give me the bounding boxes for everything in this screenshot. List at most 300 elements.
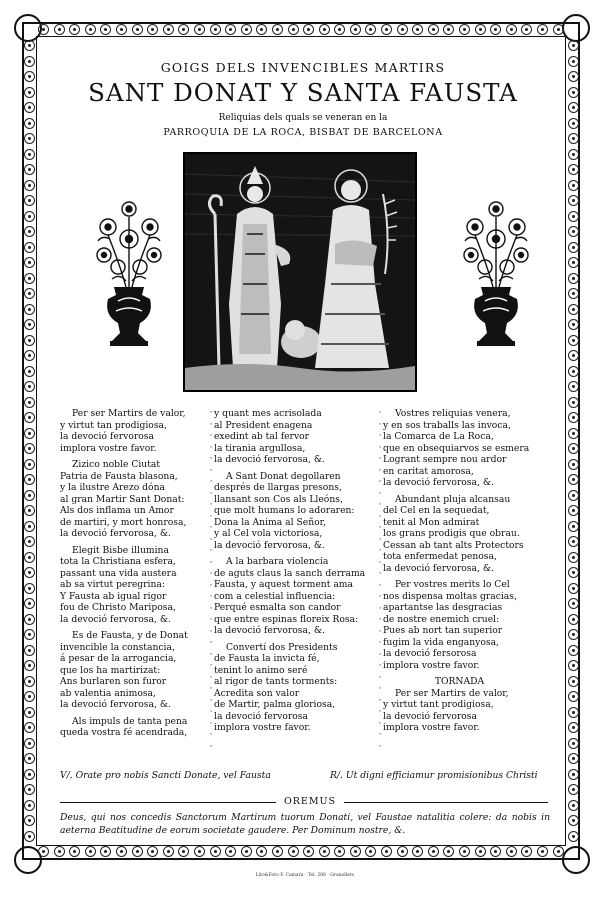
verse-line: invencible la constancia, <box>60 641 175 653</box>
verse-line: nos dispensa moltas gracias, <box>383 590 517 602</box>
rosette-icon <box>69 846 80 857</box>
rosette-icon <box>178 846 189 857</box>
rosette-icon <box>568 335 579 346</box>
rosette-icon <box>568 722 579 733</box>
rosette-icon <box>24 412 35 423</box>
separator-dot: · <box>209 741 213 752</box>
separator-dot: · <box>378 741 382 752</box>
oremus-prayer: Deus, qui nos concedis Sanctorum Martirum tuorum Donati, vel Faustae natalitia colere: da nobis in aeterna Beatitudine de eorum societate gaudere. Per Dominum nostre, &. <box>60 812 550 836</box>
verse-line: la Comarca de La Roca, <box>383 431 494 442</box>
rosette-icon <box>100 24 111 35</box>
separator-dot: · <box>209 695 213 706</box>
verse-line: la devoció fervorosa, &. <box>60 613 171 625</box>
rosette-icon <box>24 381 35 392</box>
rosette-icon <box>24 428 35 439</box>
rosette-icon <box>24 552 35 563</box>
verse-line: Dona la Anima al Señor, <box>214 516 326 528</box>
rosette-icon <box>397 24 408 35</box>
rosette-icon <box>568 707 579 718</box>
rosette-icon <box>24 536 35 547</box>
verse-line: queda vostra fé acendrada, <box>60 727 188 738</box>
verse-line: passant una vida austera <box>60 567 177 579</box>
rosette-icon <box>24 815 35 826</box>
rosette-icon <box>459 24 470 35</box>
rosette-icon <box>24 118 35 129</box>
rosette-icon <box>537 24 548 35</box>
rosette-icon <box>568 350 579 361</box>
rosette-border-top <box>38 24 564 38</box>
rosette-icon <box>116 846 127 857</box>
verse-line: apartantse las desgracias <box>383 602 503 613</box>
verse-line: implora vostre favor. <box>214 722 311 733</box>
separator-dot: · <box>378 672 382 683</box>
rosette-icon <box>24 769 35 780</box>
verse-line: tota la Christiana esfera, <box>60 556 176 567</box>
rosette-icon <box>85 24 96 35</box>
rosette-icon <box>24 40 35 51</box>
separator-dot: · <box>378 615 382 625</box>
rosette-icon <box>54 24 65 35</box>
rosette-icon <box>568 583 579 594</box>
separator-dot: · <box>378 534 382 545</box>
response: R/. Ut digni efficiamur promisionibus Christi <box>330 770 538 781</box>
separator-dot: · <box>378 649 382 660</box>
verse-line: Als impuls de tanta pena <box>72 715 188 727</box>
flower-vase-left-icon <box>92 195 166 355</box>
verse-column-2 <box>214 408 379 734</box>
rosette-icon <box>24 459 35 470</box>
rosette-icon <box>568 459 579 470</box>
rosette-border-right <box>568 40 582 842</box>
separator-dot: · <box>378 454 382 464</box>
separator-dot: · <box>209 477 213 487</box>
verse-line: implora vostre favor. <box>383 722 480 733</box>
rosette-icon <box>132 846 143 857</box>
rosette-icon <box>24 335 35 346</box>
rosette-icon <box>24 722 35 733</box>
rosette-icon <box>568 242 579 253</box>
rosette-icon <box>568 536 579 547</box>
rosette-icon <box>24 211 35 222</box>
rosette-icon <box>521 24 532 35</box>
rosette-icon <box>69 24 80 35</box>
rosette-icon <box>568 629 579 640</box>
rosette-icon <box>24 195 35 206</box>
oremus-rule-left <box>60 802 276 803</box>
rosette-icon <box>256 846 267 857</box>
verse-line: Vostres reliquias venera, <box>395 408 511 419</box>
rosette-icon <box>24 800 35 811</box>
rosette-icon <box>568 815 579 826</box>
page-title: SANT DONAT Y SANTA FAUSTA <box>88 78 518 107</box>
separator-dot: · <box>378 661 382 671</box>
rosette-icon <box>521 846 532 857</box>
rosette-icon <box>568 521 579 532</box>
verse-line: Convertí dos Presidents <box>226 641 338 653</box>
verse-line: exedint ab tal fervor <box>214 431 310 442</box>
rosette-icon <box>24 474 35 485</box>
separator-dot: · <box>209 580 213 591</box>
rosette-icon <box>147 24 158 35</box>
verse-line: la devoció fervorosa, &. <box>60 528 171 539</box>
rosette-icon <box>24 691 35 702</box>
verse-line: la devoció fervorosa, &. <box>214 539 325 551</box>
verse-line: y virtut tan prodigiosa, <box>60 419 167 431</box>
rosette-icon <box>303 24 314 35</box>
rosette-icon <box>163 846 174 857</box>
verse-line: que molt humans lo adoraren: <box>214 505 355 516</box>
verse-line: la devoció fervorosa, &. <box>214 454 325 465</box>
rosette-icon <box>568 738 579 749</box>
separator-dot: · <box>209 454 213 464</box>
rosette-icon <box>24 366 35 377</box>
rosette-icon <box>24 87 35 98</box>
verse-line: tota enfermedat penosa, <box>383 551 497 562</box>
separator-dot: · <box>209 684 213 694</box>
separator-dot: · <box>209 546 213 556</box>
rosette-icon <box>24 505 35 516</box>
verse-line: de Fausta la invicta fé, <box>214 653 320 664</box>
rosette-icon <box>241 24 252 35</box>
rosette-icon <box>568 102 579 113</box>
verse-line: Per ser Martirs de valor, <box>395 687 509 699</box>
rosette-icon <box>24 102 35 113</box>
rosette-icon <box>568 319 579 330</box>
rosette-icon <box>24 676 35 687</box>
verse-line: com a celestial influencia: <box>214 590 336 602</box>
rosette-icon <box>85 846 96 857</box>
rosette-icon <box>568 366 579 377</box>
printer-imprint: Lito&Foto F. Camara · Tel. 208 · Granollers <box>255 873 355 878</box>
rosette-icon <box>568 800 579 811</box>
verse-line: de martiri, y mort honrosa, <box>60 516 187 528</box>
verse-line: la devoció fervorosa <box>214 710 308 722</box>
verse-column-1 <box>60 408 210 739</box>
rosette-icon <box>553 846 564 857</box>
separator-dot: · <box>378 684 382 694</box>
rosette-icon <box>334 24 345 35</box>
rosette-icon <box>24 226 35 237</box>
verse-line: y virtut tant prodigiosa, <box>383 699 494 710</box>
rosette-icon <box>24 304 35 315</box>
rosette-icon <box>490 846 501 857</box>
rosette-icon <box>428 24 439 35</box>
verse-line: al rigor de tants torments: <box>214 676 338 687</box>
rosette-icon <box>24 180 35 191</box>
verse-line: del Cel en la sequedat, <box>383 505 490 516</box>
separator-dot: · <box>209 661 213 671</box>
verse-line: Cessan ab tant alts Protectors <box>383 539 524 551</box>
rosette-icon <box>319 24 330 35</box>
rosette-icon <box>24 350 35 361</box>
rosette-icon <box>568 443 579 454</box>
separator-dot: · <box>209 500 213 510</box>
separator-dot: · <box>378 730 382 740</box>
verse-line: de Martir, palma gloriosa, <box>214 699 336 710</box>
rosette-icon <box>568 87 579 98</box>
separator-dot: · <box>378 419 382 430</box>
separator-dot: · <box>209 488 213 499</box>
saints-illustration-icon <box>185 154 415 390</box>
rosette-icon <box>24 443 35 454</box>
verse-line: tenint lo animo seré <box>214 664 308 676</box>
rosette-icon <box>288 846 299 857</box>
flower-vase-right-icon <box>459 195 533 355</box>
rosette-icon <box>475 24 486 35</box>
separator-dot: · <box>378 718 382 729</box>
rosette-icon <box>334 846 345 857</box>
rosette-icon <box>24 71 35 82</box>
verse-column-3 <box>383 408 548 734</box>
rosette-icon <box>24 614 35 625</box>
verse-line: los grans prodigis que obrau. <box>383 528 520 539</box>
separator-dot: · <box>209 672 213 683</box>
rosette-icon <box>568 831 579 842</box>
rosette-icon <box>568 784 579 795</box>
rosette-icon <box>568 56 579 67</box>
rosette-icon <box>194 846 205 857</box>
separator-dot: · <box>209 569 213 579</box>
rosette-icon <box>194 24 205 35</box>
separator-dot: · <box>378 431 382 441</box>
rosette-icon <box>428 846 439 857</box>
rosette-icon <box>38 24 49 35</box>
separator-dot: · <box>378 638 382 648</box>
verse-line: A la barbara violencia <box>226 556 329 567</box>
separator-dot: · <box>378 707 382 717</box>
verse-line: Es de Fausta, y de Donat <box>72 630 188 641</box>
rosette-icon <box>163 24 174 35</box>
rosette-icon <box>568 645 579 656</box>
rosette-icon <box>24 490 35 501</box>
verse-line: fugim la vida enganyosa, <box>383 636 499 648</box>
tornada-heading: TORNADA <box>434 676 485 687</box>
rosette-icon <box>24 521 35 532</box>
rosette-icon <box>568 288 579 299</box>
verse-line: Als dos inflama un Amor <box>60 505 174 516</box>
rosette-icon <box>553 24 564 35</box>
rosette-icon <box>568 118 579 129</box>
separator-dot: · <box>209 534 213 545</box>
verse-line: Y Fausta ab igual rigor <box>60 590 167 602</box>
rosette-icon <box>24 738 35 749</box>
separator-dot: · <box>378 603 382 614</box>
rosette-icon <box>24 257 35 268</box>
rosette-icon <box>24 149 35 160</box>
rosette-icon <box>412 846 423 857</box>
rosette-icon <box>568 149 579 160</box>
verse-line: Fausta, y aquest torment ama <box>214 579 353 590</box>
verse-line: la devoció fervorosa, &. <box>214 625 325 636</box>
separator-dot: · <box>378 569 382 579</box>
rosette-icon <box>475 846 486 857</box>
rosette-icon <box>288 24 299 35</box>
rosette-icon <box>568 567 579 578</box>
rosette-icon <box>568 474 579 485</box>
separator-dot: · <box>209 557 213 568</box>
rosette-icon <box>24 784 35 795</box>
rosette-icon <box>459 846 470 857</box>
separator-dot: · <box>209 592 213 602</box>
parish-line: PARROQUIA DE LA ROCA, BISBAT DE BARCELONA <box>163 127 443 138</box>
verse-line: la devoció fervorosa, &. <box>60 699 171 710</box>
rosette-icon <box>506 846 517 857</box>
verse-line: y quant mes acrisolada <box>214 408 322 419</box>
rosette-icon <box>210 24 221 35</box>
verse-line: y la ilustre Arezo dóna <box>60 482 165 493</box>
oremus-heading: OREMUS <box>283 796 337 807</box>
separator-dot: · <box>378 695 382 706</box>
rosette-icon <box>568 769 579 780</box>
rosette-border-left <box>24 40 38 842</box>
rosette-icon <box>132 24 143 35</box>
rosette-icon <box>24 133 35 144</box>
verse-line: y al Cel vola victoriosa, <box>214 528 323 539</box>
verse-line: la devoció fervorosa, &. <box>383 477 494 488</box>
rosette-icon <box>210 846 221 857</box>
verse-line: que los ha martirizat: <box>60 664 161 676</box>
separator-dot: · <box>209 431 213 441</box>
separator-dot: · <box>378 477 382 487</box>
verse-line: la tirania argullosa, <box>214 442 306 454</box>
rosette-icon <box>225 846 236 857</box>
separator-dot: · <box>378 546 382 556</box>
rosette-icon <box>24 598 35 609</box>
rosette-icon <box>568 397 579 408</box>
rosette-icon <box>100 846 111 857</box>
rosette-icon <box>24 583 35 594</box>
separator-dot: · <box>209 649 213 660</box>
rosette-icon <box>568 598 579 609</box>
separator-dot: · <box>209 707 213 717</box>
separator-dot: · <box>378 408 382 418</box>
rosette-icon <box>568 195 579 206</box>
separator-dot: · <box>209 419 213 430</box>
verse-line: llansant son Cos als Lleóns, <box>214 493 343 505</box>
rosette-icon <box>381 846 392 857</box>
rosette-icon <box>24 397 35 408</box>
rosette-icon <box>24 319 35 330</box>
verse-line: implora vostre favor. <box>383 659 480 671</box>
verse-line: al President enagena <box>214 419 313 431</box>
rosette-icon <box>24 288 35 299</box>
separator-dot: · <box>378 557 382 568</box>
rosette-border-bottom <box>38 846 564 860</box>
separator-dot: · <box>209 603 213 614</box>
verse-line: ab valentia animosa, <box>60 687 156 699</box>
verse-line: la devoció fervorosa <box>383 710 477 722</box>
rosette-icon <box>116 24 127 35</box>
separator-dot: · <box>378 580 382 591</box>
rosette-icon <box>568 273 579 284</box>
rosette-icon <box>568 226 579 237</box>
verse-line: Abundant pluja alcansau <box>395 493 511 505</box>
verse-line: fou de Christo Mariposa, <box>60 602 176 613</box>
verse-line: Per vostres merits lo Cel <box>395 579 510 590</box>
rosette-icon <box>568 505 579 516</box>
verse-line: tenit al Mon admirat <box>383 516 480 528</box>
rosette-icon <box>178 24 189 35</box>
separator-dot: · <box>209 442 213 453</box>
separator-dot: · <box>209 523 213 533</box>
oremus-rule-right <box>344 802 548 803</box>
rosette-icon <box>568 257 579 268</box>
separator-dot: · <box>209 511 213 522</box>
verse-line: de aguts claus la sanch derrama <box>214 567 366 579</box>
verse-line: ab sa virtut peregrina: <box>60 579 165 590</box>
separator-dot: · <box>378 511 382 522</box>
verse-line: implora vostre favor. <box>60 442 157 454</box>
separator-dot: · <box>378 465 382 476</box>
rosette-icon <box>568 490 579 501</box>
rosette-icon <box>412 24 423 35</box>
rosette-icon <box>54 846 65 857</box>
rosette-icon <box>490 24 501 35</box>
rosette-icon <box>568 660 579 671</box>
verse-line: al gran Martir Sant Donat: <box>60 493 185 505</box>
rosette-icon <box>319 846 330 857</box>
rosette-icon <box>24 164 35 175</box>
corner-ornament-top-right <box>562 14 590 42</box>
rosette-icon <box>24 242 35 253</box>
verse-line: que en obsequiarvos se esmera <box>383 442 530 454</box>
rosette-icon <box>350 24 361 35</box>
rosette-icon <box>24 629 35 640</box>
verse-line: y en sos traballs las invoca, <box>383 419 511 431</box>
separator-dot: · <box>209 730 213 740</box>
verse-line: en caritat amorosa, <box>383 465 474 477</box>
verse-line: que entre espinas floreix Rosa: <box>214 613 359 625</box>
rosette-icon <box>24 273 35 284</box>
rosette-icon <box>24 660 35 671</box>
verse-line: A Sant Donat degollaren <box>226 470 341 482</box>
rosette-icon <box>24 567 35 578</box>
verse-line: de nostre enemich cruel: <box>383 613 500 625</box>
rosette-icon <box>568 691 579 702</box>
separator-dot: · <box>378 592 382 602</box>
rosette-icon <box>24 707 35 718</box>
rosette-icon <box>272 846 283 857</box>
rosette-icon <box>147 846 158 857</box>
rosette-icon <box>568 164 579 175</box>
rosette-icon <box>350 846 361 857</box>
separator-dot: · <box>378 523 382 533</box>
rosette-icon <box>568 552 579 563</box>
rosette-icon <box>568 180 579 191</box>
rosette-icon <box>568 428 579 439</box>
separator-dot: · <box>209 718 213 729</box>
separator-dot: · <box>378 626 382 637</box>
rosette-icon <box>303 846 314 857</box>
rosette-icon <box>24 753 35 764</box>
rosette-icon <box>225 24 236 35</box>
separator-dot: · <box>209 626 213 637</box>
rosette-icon <box>443 846 454 857</box>
rosette-icon <box>24 831 35 842</box>
verse-line: la devoció fervorosa <box>60 431 154 442</box>
rosette-icon <box>381 24 392 35</box>
saints-woodcut-image <box>183 152 417 392</box>
separator-dot: · <box>209 465 213 476</box>
rosette-icon <box>397 846 408 857</box>
separator-dot: · <box>209 408 213 418</box>
rosette-icon <box>568 71 579 82</box>
rosette-icon <box>568 753 579 764</box>
rosette-icon <box>568 211 579 222</box>
verse-line: Zizico noble Ciutat <box>72 459 161 470</box>
versicle: V/. Orate pro nobis Sancti Donate, vel Fausta <box>60 770 271 781</box>
separator-dot: · <box>209 615 213 625</box>
